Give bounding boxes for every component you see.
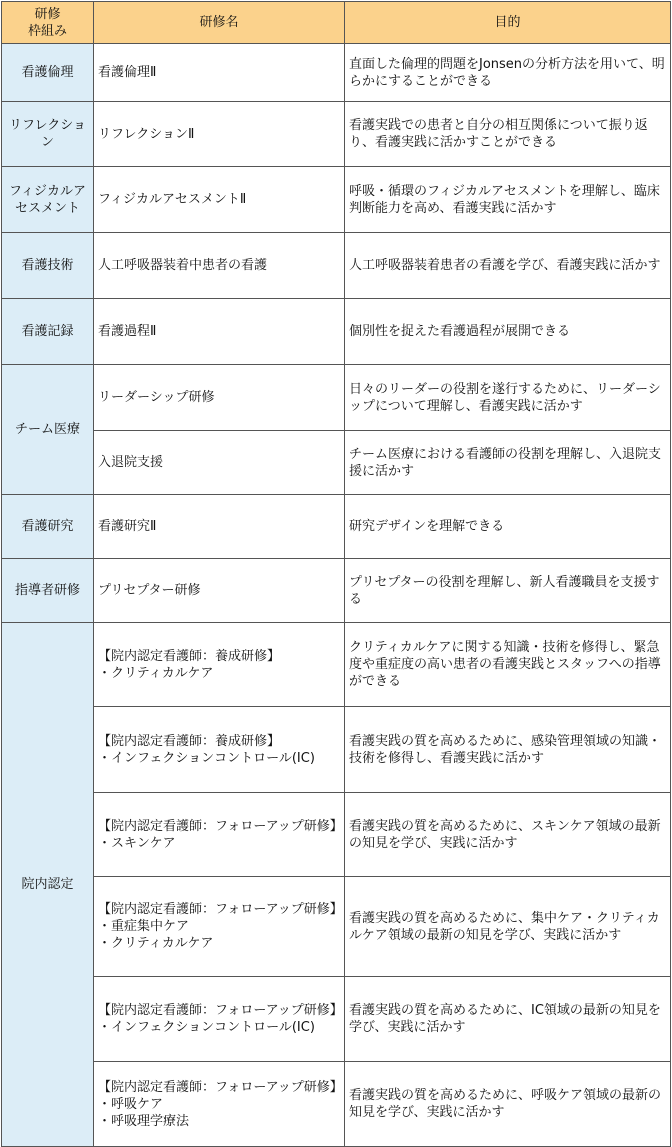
training-name: リーダーシップ研修 xyxy=(94,365,345,431)
table-row xyxy=(2,365,671,431)
name-line: ・クリティカルケア xyxy=(98,936,214,951)
training-purpose: チーム医療における看護師の役割を理解し、入退院支援に活かす xyxy=(345,431,671,495)
training-name xyxy=(94,1062,345,1147)
header-row xyxy=(2,2,671,44)
training-purpose: 研究デザインを理解できる xyxy=(345,495,671,559)
training-purpose: クリティカルケアに関する知識・技術を修得し、緊急度や重症度の高い患者の看護実践とスタッフへの指導ができる xyxy=(345,623,671,707)
name-line: ・重症集中ケア xyxy=(98,919,190,934)
name-line: ・呼吸理学療法 xyxy=(98,1113,190,1129)
table-row xyxy=(2,431,671,495)
table-row xyxy=(2,559,671,623)
category-cell: フィジカルアセスメント xyxy=(2,167,94,233)
table-row xyxy=(2,877,671,977)
category-cell: 指導者研修 xyxy=(2,559,94,623)
training-name: 入退院支援 xyxy=(94,431,345,495)
training-name xyxy=(94,793,345,877)
training-purpose: プリセプターの役割を理解し、新人看護職員を支援する xyxy=(345,559,671,623)
table-row xyxy=(2,102,671,167)
name-line: 【院内認定看護師：フォローアップ研修】 xyxy=(98,902,343,917)
header-category xyxy=(2,2,94,44)
training-purpose: 個別性を捉えた看護過程が展開できる xyxy=(345,299,671,365)
table-row xyxy=(2,707,671,793)
header-name: 研修名 xyxy=(94,2,345,44)
training-purpose: 人工呼吸器装着患者の看護を学び、看護実践に活かす xyxy=(345,233,671,299)
table-row xyxy=(2,623,671,707)
table-row xyxy=(2,977,671,1062)
training-name: 人工呼吸器装着中患者の看護 xyxy=(94,233,345,299)
category-cell: 看護技術 xyxy=(2,233,94,299)
training-purpose: 呼吸・循環のフィジカルアセスメントを理解し、臨床判断能力を高め、看護実践に活かす xyxy=(345,167,671,233)
training-purpose: 看護実践の質を高めるために、IC領域の最新の知見を学び、実践に活かす xyxy=(345,977,671,1062)
category-cell: チーム医療 xyxy=(2,365,94,495)
category-cell: 看護倫理 xyxy=(2,44,94,102)
table-row xyxy=(2,44,671,102)
training-purpose: 直面した倫理的問題をJonsenの分析方法を用いて、明らかにすることができる xyxy=(345,44,671,102)
training-purpose: 看護実践の質を高めるために、呼吸ケア領域の最新の知見を学び、実践に活かす xyxy=(345,1062,671,1147)
name-line: 【院内認定看護師：フォローアップ研修】 xyxy=(98,1079,343,1095)
header-category-line-2: 枠組み xyxy=(27,23,67,39)
training-name xyxy=(94,707,345,793)
table-row xyxy=(2,793,671,877)
training-purpose: 看護実践の質を高めるために、スキンケア領域の最新の知見を学び、実践に活かす xyxy=(345,793,671,877)
category-cell: 看護記録 xyxy=(2,299,94,365)
name-line: 【院内認定看護師：養成研修】 xyxy=(98,733,281,749)
name-line: ・クリティカルケア xyxy=(98,665,214,681)
category-cell: 院内認定 xyxy=(2,623,94,1147)
training-name xyxy=(94,623,345,707)
training-name: フィジカルアセスメントⅡ xyxy=(94,167,345,233)
training-purpose: 看護実践の質を高めるために、感染管理領域の知識・技術を修得し、看護実践に活かす xyxy=(345,707,671,793)
table-row xyxy=(2,299,671,365)
training-purpose: 日々のリーダーの役割を遂行するために、リーダーシップについて理解し、看護実践に活かす xyxy=(345,365,671,431)
name-line: 【院内認定看護師：フォローアップ研修】 xyxy=(98,1003,343,1018)
training-name: 看護研究Ⅱ xyxy=(94,495,345,559)
training-name xyxy=(94,977,345,1062)
training-name: 看護倫理Ⅱ xyxy=(94,44,345,102)
header-purpose: 目的 xyxy=(345,2,671,44)
training-purpose: 看護実践での患者と自分の相互関係について振り返り、看護実践に活かすことができる xyxy=(345,102,671,167)
name-line: ・インフェクションコントロール(IC) xyxy=(98,1020,315,1035)
training-purpose: 看護実践の質を高めるために、集中ケア・クリティカルケア領域の最新の知見を学び、実践に活かす xyxy=(345,877,671,977)
table-row xyxy=(2,167,671,233)
category-cell: リフレクション xyxy=(2,102,94,167)
name-line: ・インフェクションコントロール(IC) xyxy=(98,750,315,766)
name-line: 【院内認定看護師：フォローアップ研修】 xyxy=(98,818,343,834)
table-row xyxy=(2,495,671,559)
table-row xyxy=(2,233,671,299)
training-name: プリセプター研修 xyxy=(94,559,345,623)
name-line: ・呼吸ケア xyxy=(98,1096,164,1112)
training-name: リフレクションⅡ xyxy=(94,102,345,167)
category-cell: 看護研究 xyxy=(2,495,94,559)
header-category-line-1: 研修 xyxy=(34,6,61,22)
name-line: 【院内認定看護師：養成研修】 xyxy=(98,648,281,664)
table-row xyxy=(2,1062,671,1147)
name-line: ・スキンケア xyxy=(98,835,176,851)
training-name: 看護過程Ⅱ xyxy=(94,299,345,365)
training-name xyxy=(94,877,345,977)
training-table xyxy=(1,1,671,1147)
